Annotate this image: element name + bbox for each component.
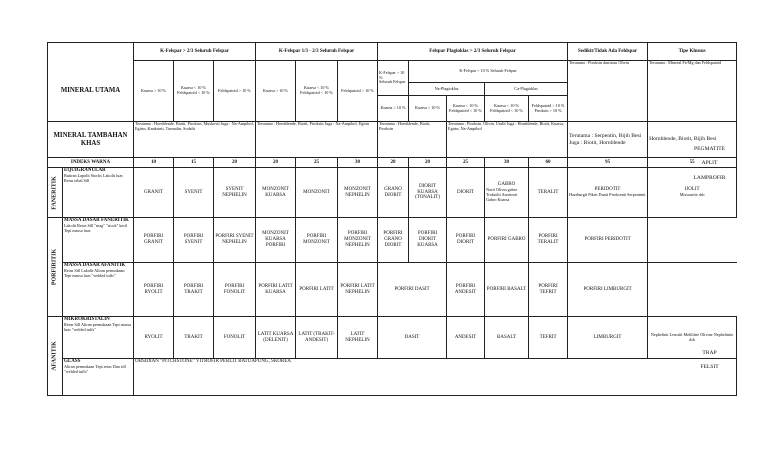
texture-title: GLASS: [64, 359, 81, 364]
rock-syenit-nephelin: SYENIT NEPHELIN: [214, 168, 256, 218]
empty-cell: [648, 218, 737, 263]
rock-porfiri-latit: PORFIRI LATIT: [296, 263, 338, 317]
rock-monzonit-kuarsa-porfiri: MONZONIT KUARSA PORFIRI: [256, 218, 296, 263]
rock-fonolit: FONOLIT: [214, 317, 256, 359]
texture-massa-faneritik: [63, 218, 134, 263]
kf-gt10-label: K-Felspar > 10 %: [379, 69, 405, 80]
peridotit-varieties: Harzburgit Pikrit Dunit Piroksenit Serpentinit: [569, 191, 646, 197]
rock-diorit-kuarsa: DIORIT KUARSA (TONALIT): [409, 168, 447, 218]
rock-porfiri-syenit: PORFIRI SYENIT: [174, 218, 214, 263]
indeks-value: 20: [214, 158, 256, 168]
mu-ca-feldspatoid: Feldspatoid > 10 % Piroksin > 10 %: [529, 96, 568, 122]
group-faneritik: [48, 168, 63, 218]
rock-teralit: TERALIT: [529, 168, 568, 218]
indeks-warna-label: INDEKS WARNA: [48, 158, 134, 168]
header-sedikit-feldspar: Sedikit/Tidak Ada Feldspar: [568, 43, 648, 61]
label-lamprofir: LAMPROFIR: [693, 175, 726, 181]
rock-latit-nephelin: LATIT NEPHELIN: [338, 317, 378, 359]
rock-monzonit: MONZONIT: [296, 168, 338, 218]
group-afanitik: [48, 317, 63, 396]
gabro-varieties: Norit Olivin gabro Troktolit Anortosit Gabro Kuarsa: [486, 187, 518, 202]
indeks-warna-row: [48, 158, 737, 168]
texture-items: Butiran Lapolit Stocks Lakolit luas Retas tebal Sill: [64, 172, 123, 183]
texture-title: MASSA DASAR AFANITIK: [64, 263, 126, 268]
texture-title: MIKROKRISTALIN: [64, 317, 110, 322]
mt-tipe-khusus: Hornblende, Biotit, Bijih Besi: [648, 122, 737, 158]
group-porfiritik: [48, 218, 63, 317]
corner-cell: [48, 43, 134, 61]
mt-plag-ca: Terutama : Piroksin, Olivin, Uralit Juga : Hornblende, Biotit, Kuarsa, Egirin, Na-Ampibol: [447, 122, 568, 158]
rock-nephelinit-group: Nephelinit Leusitit Melilitite Olivine Nephelinite dsb: [648, 317, 737, 359]
rock-porfiri-monzonit-nephelin: PORFIRI MONZONIT NEPHELIN: [338, 218, 378, 263]
mineral-utama-label: MINERAL UTAMA: [48, 61, 134, 122]
texture-title: MASSA DASAR FANERITIK: [64, 218, 129, 223]
rock-porfiri-dasit: PORFIRI DASIT: [378, 263, 447, 317]
mu-na-kuarsa: Kuarsa > 10 %: [409, 96, 447, 122]
label-pegmatite: PEGMATITE: [693, 146, 726, 152]
rock-gabro: [485, 168, 529, 218]
rock-porfiri-gabro: PORFIRI GABRO: [485, 218, 529, 263]
igneous-rock-classification-table: [47, 42, 736, 396]
gabro-label: GABRO: [497, 182, 516, 188]
indeks-value: 25: [296, 158, 338, 168]
texture-title: EQUIGRANULAR: [64, 168, 106, 173]
indeks-value: 30: [485, 158, 529, 168]
indeks-value: 20: [378, 158, 409, 168]
rock-porfiri-grano-diorit: PORFIRI GRANO DIORIT: [378, 218, 409, 263]
mu-kf1-kuarsa-lt10: Kuarsa < 10 % Feldspatoid < 10 %: [174, 61, 214, 122]
classification-table: [47, 42, 737, 396]
rock-limburgit: LIMBURGIT: [568, 317, 648, 359]
mu-sedikit: Terutama : Piroksin dan/atau Olivin: [568, 61, 648, 122]
rock-porfiri-peridotit: PORFIRI PERIDOTIT: [568, 218, 648, 263]
indeks-value: 15: [174, 158, 214, 168]
rock-porfiri-diorit: PORFIRI DIORIT: [447, 218, 485, 263]
rock-porfiri-latit-kuarsa: PORFIRI LATIT KUARSA: [256, 263, 296, 317]
rock-diorit: DIORIT: [447, 168, 485, 218]
mu-na-kuarsa-lt10: Kuarsa < 10 % Feldspatoid < 10 %: [447, 96, 485, 122]
rock-porfiri-monzonit: PORFIRI MONZONIT: [296, 218, 338, 263]
mu-kf2-kuarsa-lt10: Kuarsa < 10 % Feldspatoid < 10 %: [296, 61, 338, 122]
indeks-value: 20: [256, 158, 296, 168]
group-afanitik-label: AFANITIK: [51, 341, 58, 371]
group-porfiritik-label: PORFIRITIK: [51, 248, 58, 286]
mu-plag-kf-lt10: K-Felspar < 10 % Seluruh Felspar: [409, 61, 568, 83]
rock-porfiri-tefrit: PORFIRI TEFRIT: [529, 263, 568, 317]
header-kfelspar-mid: K-Felspar 1/3 - 2/3 Seluruh Felspar: [256, 43, 378, 61]
rock-porfiri-granit: PORFIRI GRANIT: [134, 218, 174, 263]
rock-trakit: TRAKIT: [174, 317, 214, 359]
rock-tefrit: TEFRIT: [529, 317, 568, 359]
label-aplit: APLIT: [701, 160, 718, 166]
mt-kf2: Terutama : Hornblende, Biotit, Piroksin Juga : Na-Ampibol, Egirin: [256, 122, 378, 158]
texture-items: Retas Sill Aliran permukaan Tepi massa luas "welded tuffs": [64, 321, 131, 332]
rock-glass-list: OBSIDIAN "PITCHSTONE" VITROFIR PERLIT BATUAPUNG, SKOREA: [134, 359, 737, 396]
na-plagioklas-header: Na-Plagioklas: [409, 83, 485, 96]
mu-tipe-khusus: Terutama : Mineral Fe/Mg dan Feldspatoid: [648, 61, 737, 122]
label-trap: TRAP: [702, 350, 717, 356]
texture-massa-afanitik: [63, 263, 134, 317]
rock-porfiri-teralit: PORFIRI TERALIT: [529, 218, 568, 263]
rock-peridotit: [568, 168, 648, 218]
rock-syenit: SYENIT: [174, 168, 214, 218]
rock-dasit: DASIT: [378, 317, 447, 359]
rock-porfiri-latit-nephelin: PORFIRI LATIT NEPHELIN: [338, 263, 378, 317]
indeks-value: 55: [648, 158, 737, 168]
mt-sedikit: Terutama : Serpentin, Bijih Besi Juga : Biotit, Hornblende: [568, 122, 648, 158]
header-plagioklas: Felspar Plagioklas > 2/3 Seluruh Felspar: [378, 43, 568, 61]
mu-kf1-kuarsa: Kuarsa > 10 %: [134, 61, 174, 122]
rock-porfiri-fonolit: PORFIRI FONOLIT: [214, 263, 256, 317]
rock-monzonit-kuarsa: MONZONIT KUARSA: [256, 168, 296, 218]
rock-porfiri-syenit-nephelin: PORFIRI SYENIT NEPHELIN: [214, 218, 256, 263]
texture-equigranular: [63, 168, 134, 218]
rock-ryolit: RYOLIT: [134, 317, 174, 359]
rock-latit: LATIT (TRAKIT-ANDESIT): [296, 317, 338, 359]
indeks-value: 60: [529, 158, 568, 168]
indeks-value: 30: [338, 158, 378, 168]
mu-kf2-feldspatoid: Feldspatoid > 10 %: [338, 61, 378, 122]
rock-latit-kuarsa: LATIT KUARSA (DELENIT): [256, 317, 296, 359]
label-felsit: FELSIT: [700, 364, 719, 370]
rock-porfiri-diorit-kuarsa: PORFIRI DIORIT KUARSA: [409, 218, 447, 263]
mu-kf2-kuarsa: Kuarsa > 10 %: [256, 61, 296, 122]
header-tipe-khusus: Tipe Khusus: [648, 43, 737, 61]
empty-cell: [648, 263, 737, 317]
rock-porfiri-ryolit: PORFIRI RYOLIT: [134, 263, 174, 317]
rock-porfiri-trakit: PORFIRI TRAKIT: [174, 263, 214, 317]
texture-items: Aliran permukaan Tepi retas Dan sill "welded tuffs": [64, 363, 126, 374]
seluruh-felspar-label: Seluruh Felspar: [379, 79, 406, 85]
ca-plagioklas-header: Ca-Plagioklas: [485, 83, 568, 96]
group-faneritik-label: FANERITIK: [51, 175, 58, 210]
mu-kf1-feldspatoid: Feldspatoid > 10 %: [214, 61, 256, 122]
mt-kf1: Terutama : Hornblende, Biotit, Piroksin, Muskovit Juga : Na-Ampibol, Egirin, Kankrinit, Turmalin, Sodalit: [134, 122, 256, 158]
indeks-value: 10: [134, 158, 174, 168]
texture-glass: [63, 359, 134, 396]
mu-ca-kuarsa-lt10: Kuarsa < 10 % Feldspatoid < 10 %: [485, 96, 529, 122]
rock-andesit: ANDESIT: [447, 317, 485, 359]
rock-monzonit-nephelin: MONZONIT NEPHELIN: [338, 168, 378, 218]
mu-plag-kuarsa: Kuarsa > 10 %: [378, 96, 409, 122]
rock-porfiri-andesit: PORFIRI ANDESIT: [447, 263, 485, 317]
rock-porfiri-basalt: PORFIRI BASALT: [485, 263, 529, 317]
ijolit-varieties: Missourite dsb: [679, 191, 705, 197]
ijolit-label: IJOLIT: [684, 187, 700, 193]
peridotit-label: PERIDOTIT: [594, 187, 621, 193]
texture-items: Retas Sill Lakolit Aliran permukaan Tepi massa luas "welded tuffs": [64, 267, 125, 278]
rock-granit: GRANIT: [134, 168, 174, 218]
mineral-tambahan-label: MINERAL TAMBAHAN KHAS: [48, 122, 134, 158]
mu-plag-kf-gt10: [378, 61, 409, 96]
indeks-value: 25: [447, 158, 485, 168]
texture-items: Lakolit Retas Sill "mag" "stock" kecil Tepi massa luas: [64, 222, 128, 233]
texture-mikrokristalin: [63, 317, 134, 359]
rock-porfiri-limburgit: PORFIRI LIMBURGIT: [568, 263, 648, 317]
rock-basalt: BASALT: [485, 317, 529, 359]
header-kfelspar-major: K-Felspar > 2/3 Seluruh Felspar: [134, 43, 256, 61]
indeks-value: 95: [568, 158, 648, 168]
indeks-value: 20: [409, 158, 447, 168]
rock-grano-diorit: GRANO DIORIT: [378, 168, 409, 218]
mt-plag: Terutama : Hornblende, Biotit, Piroksin: [378, 122, 447, 158]
